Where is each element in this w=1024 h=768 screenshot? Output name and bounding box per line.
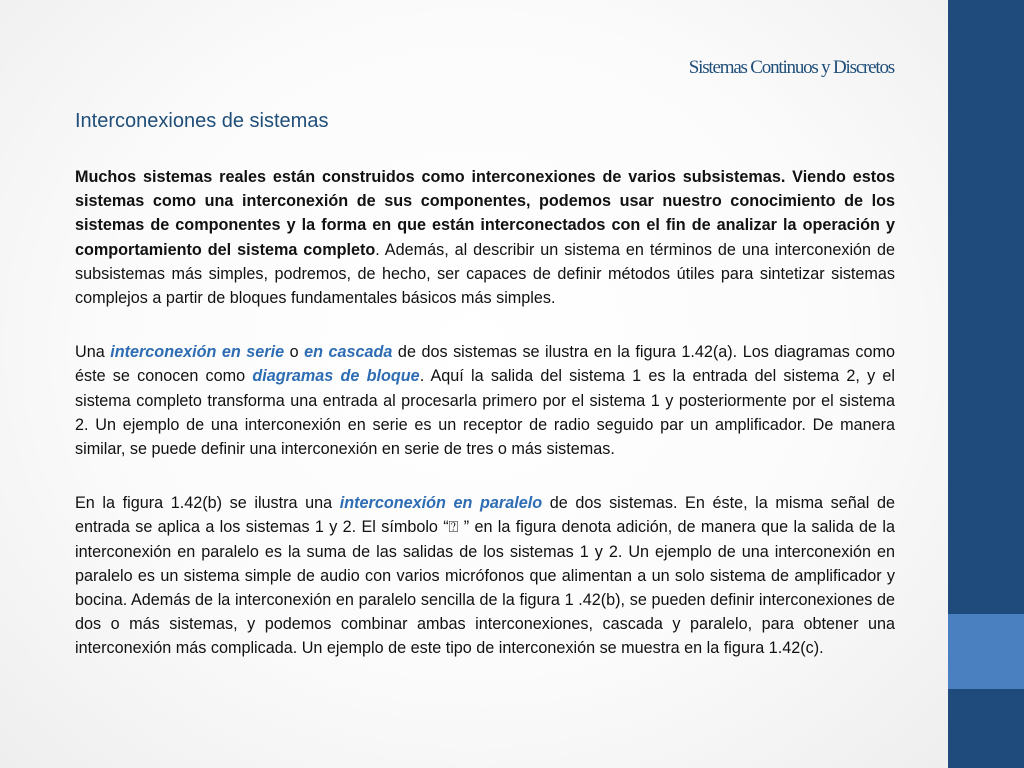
paragraph-1-rest: . Además, al describir un sistema en términos de una interconexión de subsistemas más simples, podremos, de hecho, ser capaces de definir métodos útiles para sintetizar sistemas complejos a partir de bloques fundamentales básicos más simples. — [75, 240, 895, 308]
paragraph-1 — [75, 165, 895, 310]
paragraph-2-text-4: . Aquí la salida del sistema 1 es la entrada del sistema 2, y el sistema completo transforma una entrada al procesarla primero por el sistema 1 y posteriormente por el sistema 2. Un ejemplo de una interconexión en serie es un receptor de radio seguido par un amplificador. De manera similar, se puede definir una interconexión en serie de tres o más sistemas. — [75, 367, 895, 459]
paragraph-2 — [75, 340, 895, 461]
highlight-serie: interconexión en serie — [110, 343, 285, 362]
highlight-diagramas: diagramas de bloque — [252, 367, 420, 386]
paragraph-3-text-2: de dos sistemas. En éste, la misma señal de entrada se aplica a los sistemas 1 y 2. El símbolo “⍰ ” en la figura denota adición, de manera que la salida de la interconexión en paralelo es la suma de las salidas de los sistemas 1 y 2. Un ejemplo de una interconexión en paralelo es un sistema simple de audio con varios micrófonos que alimentan a un solo sistema de amplificador y bocina. Además de la interconexión en paralelo sencilla de la figura 1 .42(b), se pueden definir interconexiones de dos o más sistemas, y podemos combinar ambas interconexiones, cascada y paralelo, para obtener una interconexión más complicada. Un ejemplo de este tipo de interconexión se muestra en la figura 1.42(c). — [75, 494, 895, 658]
paragraph-3-text-1: En la figura 1.42(b) se ilustra una — [75, 494, 340, 513]
slide-header: Sistemas Continuos y Discretos — [688, 57, 894, 78]
highlight-cascada: en cascada — [304, 343, 393, 362]
slide-title: Interconexiones de sistemas — [75, 110, 329, 132]
slide-body — [75, 165, 895, 691]
paragraph-1-bold: Muchos sistemas reales están construidos como interconexiones de varios subsistemas. Viendo estos sistemas como una interconexión de sus componentes, podemos usar nuestro conocimiento de los sistemas de componentes y la forma en que están interconectados con el fin de analizar la operación y comportamiento del sistema completo — [75, 168, 895, 259]
side-bar-top — [948, 0, 1024, 614]
paragraph-2-text-3: de dos sistemas se ilustra en la figura 1.42(a). Los diagramas como éste se conocen como — [75, 343, 895, 386]
paragraph-3 — [75, 491, 895, 660]
side-bar-accent — [948, 614, 1024, 689]
highlight-paralelo: interconexión en paralelo — [339, 494, 543, 513]
side-bar-bottom — [948, 689, 1024, 768]
paragraph-2-text-1: Una — [75, 343, 111, 362]
paragraph-2-text-2: o — [284, 343, 305, 362]
